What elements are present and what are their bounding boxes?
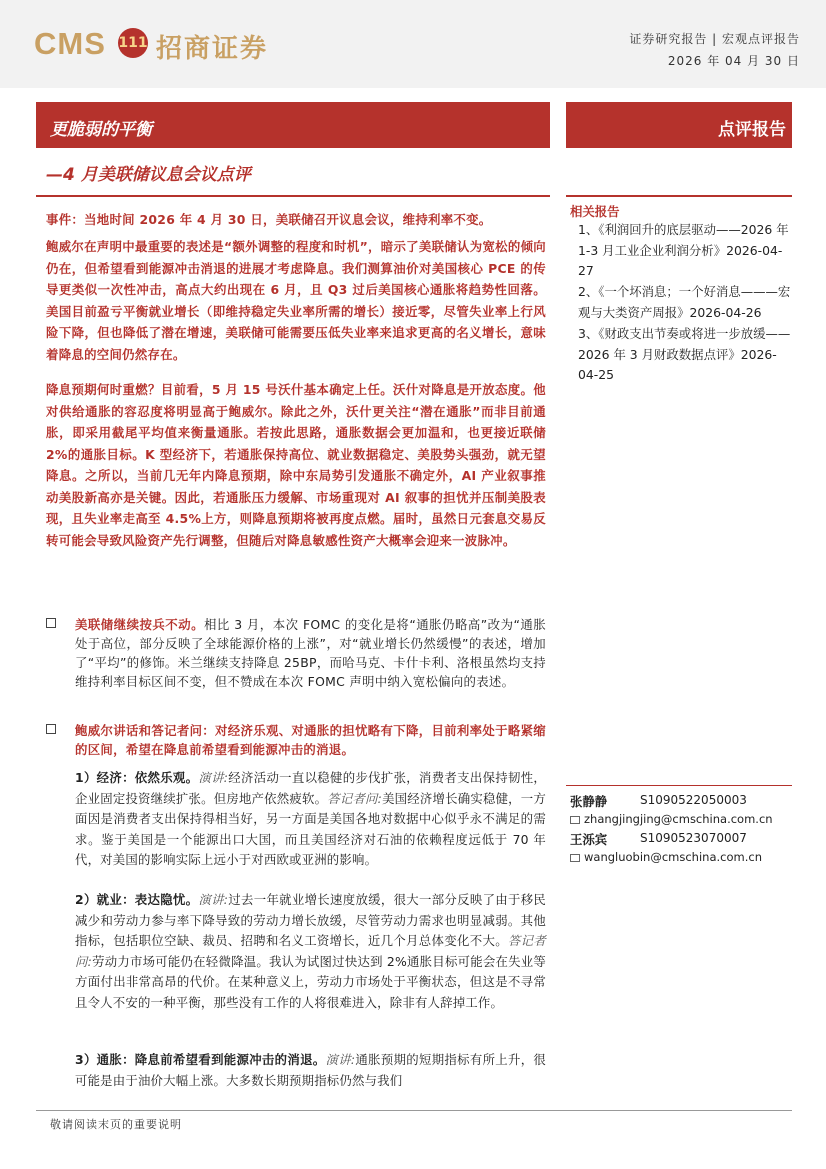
section-heading: 3）通胀：降息前希望看到能源冲击的消退。 — [75, 1052, 326, 1067]
logo-cms-text: CMS — [34, 26, 106, 61]
related-report-link[interactable]: 1、《利润回升的底层驱动——2026 年 1-3 月工业企业利润分析》2026-04-27 — [578, 222, 789, 278]
logo-company-name: 招商证券 — [156, 34, 269, 64]
qa-label: 答记者问: — [75, 933, 546, 969]
square-bullet-icon — [46, 724, 56, 734]
section-inflation — [75, 1050, 546, 1091]
analyst-license-id: S1090522050003 — [640, 793, 747, 807]
bullet-fomc-hold — [46, 615, 546, 691]
related-report-link[interactable]: 2、《一个坏消息；一个好消息———宏观与大类资产周报》2026-04-26 — [578, 284, 791, 320]
section-text: 劳动力市场可能仍在轻微降温。我认为试图过快达到 2%通胀目标可能会在失业等方面付出非常高昂的代价。在某种意义上，劳动力市场处于平衡状态，但这是不寻常且令人不安的一种平衡，那些没有工作的人将很难进入，除非有人辞掉工作。 — [75, 953, 546, 1010]
speech-label: 演讲: — [325, 1052, 356, 1067]
speech-label: 演讲: — [198, 892, 229, 907]
analyst-email[interactable]: wangluobin@cmschina.com.cn — [584, 850, 762, 864]
bullet-text: 相比 3 月，本次 FOMC 的变化是将“通胀仍略高”改为“通胀处于高位，部分反映了全球能源价格的上涨”，对“就业增长仍然缓慢”的表述，增加了“平均”的修饰。米兰继续支持降息 25BP，而哈马克、卡什卡利、洛根虽然均支持维持利率目标区间不变，但不赞成在本次 FOMC 声明中纳入宽松偏向的表述。 — [75, 617, 547, 689]
divider — [36, 195, 550, 197]
bullet-heading: 美联储继续按兵不动。 — [75, 617, 205, 632]
section-economy — [75, 768, 546, 871]
report-category: 点评报告 — [718, 120, 786, 140]
divider — [566, 785, 792, 786]
bullet-heading: 鲍威尔讲话和答记者问：对经济乐观、对通胀的担忧略有下降，目前利率处于略紧缩的区间，希望在降息前希望看到能源冲击的消退。 — [75, 723, 546, 757]
section-heading: 1）经济：依然乐观。 — [75, 770, 199, 785]
rate-cut-outlook-paragraph: 降息预期何时重燃？目前看，5 月 15 号沃什基本确定上任。沃什对降息是开放态度。他对供给通胀的容忍度将明显高于鲍威尔。除此之外，沃什更关注“潜在通胀”而非目前通胀，即采用截尾平均值来衡量通胀。若按此思路，通胀数据会更加温和，也更接近联储 2%的通胀目标。K 型经济下，若通胀保持高位、就业数据稳定、美股势头强劲，就无望降息。之所以，当前几无年内降息预期，除中东局势引发通胀不确定外，AI 产业叙事推动美股新高亦是关键。因此，若通胀压力缓解、市场重现对 AI 叙事的担忧并压制美股表现，且失业率走高至 4.5%上方，则降息预期将被再度点燃。届时，虽然日元套息交易反转可能会导致风险资产先行调整，但随后对降息敏感性资产大概率会迎来一波脉冲。 — [46, 382, 546, 548]
page-subtitle: —4 月美联储议息会议点评 — [46, 165, 251, 185]
section-heading: 2）就业：表达隐忧。 — [75, 892, 199, 907]
section-text: 通胀预期的短期指标有所上升，很可能是由于油价大幅上涨。大多数长期预期指标仍然与我们 — [75, 1052, 547, 1088]
section-text: 过去一年就业增长速度放缓，很大一部分反映了由于移民减少和劳动力参与率下降导致的劳动力增长放缓，尽管劳动力需求也明显减弱。其他指标，包括职位空缺、裁员、招聘和名义工资增长，近几个月总体变化不大。 — [75, 892, 547, 948]
email-icon — [570, 816, 580, 824]
footer-divider — [36, 1110, 792, 1111]
event-summary: 事件：当地时间 2026 年 4 月 30 日，美联储召开议息会议，维持利率不变。 — [46, 212, 492, 227]
section-text: 美国经济增长确实稳健，一方面因是消费者支出保持得相当好，另一方面是美国各地对数据中心似乎永不满足的需求。鉴于美国是一个能源出口大国，而且美国经济对石油的依赖程度远低于 70 年代，对美国的影响实际上远小于对西欧或亚洲的影响。 — [75, 790, 546, 867]
qa-label: 答记者问: — [327, 790, 383, 806]
related-reports-heading: 相关报告 — [570, 204, 620, 219]
report-date: 2026 年 04 月 30 日 — [667, 54, 800, 68]
section-text: 经济活动一直以稳健的步伐扩张，消费者支出保持韧性，企业固定投资继续扩张。但房地产依然疲软。 — [75, 770, 547, 806]
report-type: 证券研究报告 | 宏观点评报告 — [629, 32, 800, 46]
section-employment — [75, 890, 546, 1013]
related-report-link[interactable]: 3、《财政支出节奏或将进一步放缓——2026 年 3 月财政数据点评》2026-04-25 — [578, 326, 791, 382]
analyst-name: 王泺宾 — [570, 832, 608, 847]
analyst-license-id: S1090523070007 — [640, 831, 747, 845]
footer-note: 敬请阅读末页的重要说明 — [50, 1118, 182, 1131]
speech-label: 演讲: — [198, 770, 229, 785]
square-bullet-icon — [46, 618, 56, 628]
page-title: 更脆弱的平衡 — [50, 120, 152, 140]
analyst-email[interactable]: zhangjingjing@cmschina.com.cn — [584, 812, 773, 826]
analyst-name: 张静静 — [570, 794, 608, 809]
email-icon — [570, 854, 580, 862]
logo-icon: 111 — [118, 28, 148, 58]
divider — [566, 195, 792, 197]
key-point-paragraph: 鲍威尔在声明中最重要的表述是“额外调整的程度和时机”，暗示了美联储认为宽松的倾向仍在，但希望看到能源冲击消退的进展才考虑降息。我们测算油价对美国核心 PCE 的传导更类似一次性冲击，高点大约出现在 6 月，且 Q3 过后美国核心通胀将趋势性回落。美国目前盈亏平衡就业增长（即维持稳定失业率所需的增长）接近零，尽管失业率上行风险下降，但也降低了潜在增速，美联储可能需要压低失业率来追求更高的名义增长，意味着降息的空间仍然存在。 — [46, 239, 546, 362]
bullet-powell-remarks — [46, 721, 546, 759]
